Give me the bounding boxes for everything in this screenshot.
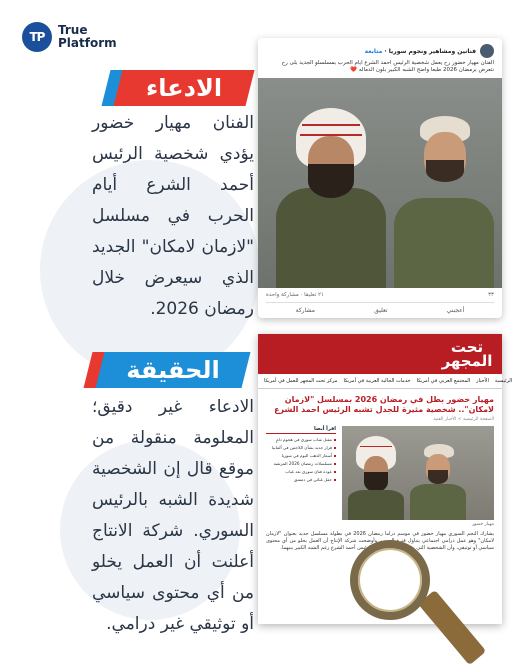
page-avatar: [480, 44, 494, 58]
share-count: مشاركة واحدة: [266, 292, 299, 298]
brand-line1: True: [58, 23, 88, 37]
magnifying-glass-icon: [350, 540, 430, 620]
facebook-post-screenshot: [258, 38, 502, 318]
sidebar-item[interactable]: حفل غنائي في دمشق: [266, 477, 336, 482]
nav-item[interactable]: مركز تحت المجهر للعمل في أمريكا: [264, 378, 338, 384]
site-banner: [258, 334, 502, 374]
truth-text: الادعاء غير دقيق؛ المعلومة منقولة من موقع قال إن الشخصية شديدة الشبه بالرئيس السوري. شركة الانتاج أعلنت أن العمل يخلو من أي محتوى سياسي أو توثيقي غير درامي.: [92, 397, 254, 634]
person-figure-left: [348, 426, 404, 520]
reaction-count: ٣٣: [488, 292, 494, 298]
post-stats: ٣٣ ٢١ تعليقا · مشاركة واحدة: [266, 292, 494, 298]
person-figure-right: [410, 426, 466, 520]
nav-item[interactable]: خدمات الجالية العربية في أمريكا: [343, 378, 411, 384]
truth-tag: [100, 352, 246, 388]
comment-count: ٢١ تعليقا: [304, 292, 324, 298]
truth-tag-label: الحقيقة: [126, 356, 220, 384]
sidebar-item[interactable]: أسعار الذهب اليوم في سوريا: [266, 453, 336, 458]
article-body: يشارك النجم السوري مهيار خضور في موسم دراما رمضان 2026 في بطولة مسلسل جديد بعنوان "لازمان لامكان" وهو عمل درامي اجتماعي يتناول فترة الحرب. وأوضحت شركة الإنتاج أن العمل يخلو من أي محتوى سياسي أو توثيقي، وأن الشخصية التي يؤديها خضور لا تمثل الرئيس أحمد الشرع رغم الشبه الكبير بينهما.: [266, 531, 494, 551]
photo-caption: مهيار خضور: [472, 522, 494, 527]
article-photo: [342, 426, 494, 520]
site-nav: [258, 374, 512, 389]
claim-text: الفنان مهيار خضور يؤدي شخصية الرئيس أحمد الشرع أيام الحرب في مسلسل "لازمان لامكان" الجديد الذي سيعرض خلال رمضان 2026.: [92, 113, 254, 319]
like-button[interactable]: أعجبني: [446, 307, 465, 314]
site-logo: تحت المجهر: [441, 338, 493, 370]
brand-logo: [22, 22, 117, 52]
sidebar-item[interactable]: قرار جديد بشأن اللاجئين في ألمانيا: [266, 445, 336, 450]
comment-button[interactable]: تعليق: [374, 307, 388, 314]
related-sidebar: [266, 426, 336, 520]
sidebar-item[interactable]: مسلسلات رمضان 2026 المرتقبة: [266, 461, 336, 466]
nav-item[interactable]: الأخبار: [476, 378, 489, 384]
person-figure-left: [276, 88, 386, 288]
post-photo: [258, 78, 502, 288]
claim-tag-label: الادعاء: [145, 74, 223, 102]
article-breadcrumb: الصفحة الرئيسية > الأخبار الفنية: [433, 417, 494, 422]
post-actions: [266, 302, 494, 314]
sidebar-item[interactable]: مقتل شاب سوري في هجوم دامٍ: [266, 437, 336, 442]
post-text: الفنان مهيار خضور رح يعمل شخصية الرئيس احمد الشرع ايام الحرب بمسلسلو الجديد بلى رح نتعرض برمضان 2026 طبعا واضح الشبه الكبير بلون الدماله ❤️: [281, 60, 494, 73]
nav-item[interactable]: المجتمع العربي في أمريكا: [416, 378, 471, 384]
page-name: فنانين ومشاهير ونجوم سوريا: [388, 47, 476, 55]
claim-tag: [118, 70, 250, 106]
article-headline: مهيار خضور بطل في رمضان 2026 بمسلسل "لازمان لامكان".. شخصية مثيرة للجدل تشبه الرئيس احمد الشرع: [274, 395, 494, 414]
share-button[interactable]: مشاركة: [295, 307, 315, 314]
brand-line2: Platform: [58, 36, 117, 50]
nav-item[interactable]: الرئيسية: [494, 378, 512, 384]
sidebar-item[interactable]: عودة فنان سوري بعد غياب: [266, 469, 336, 474]
person-figure-right: [394, 88, 494, 288]
follow-link[interactable]: متابعة: [364, 47, 383, 55]
brand-mark: TP: [22, 22, 52, 52]
sidebar-title: اقرأ أيضا: [266, 426, 336, 434]
post-header: فنانين ومشاهير ونجوم سوريا · متابعة: [258, 38, 502, 60]
